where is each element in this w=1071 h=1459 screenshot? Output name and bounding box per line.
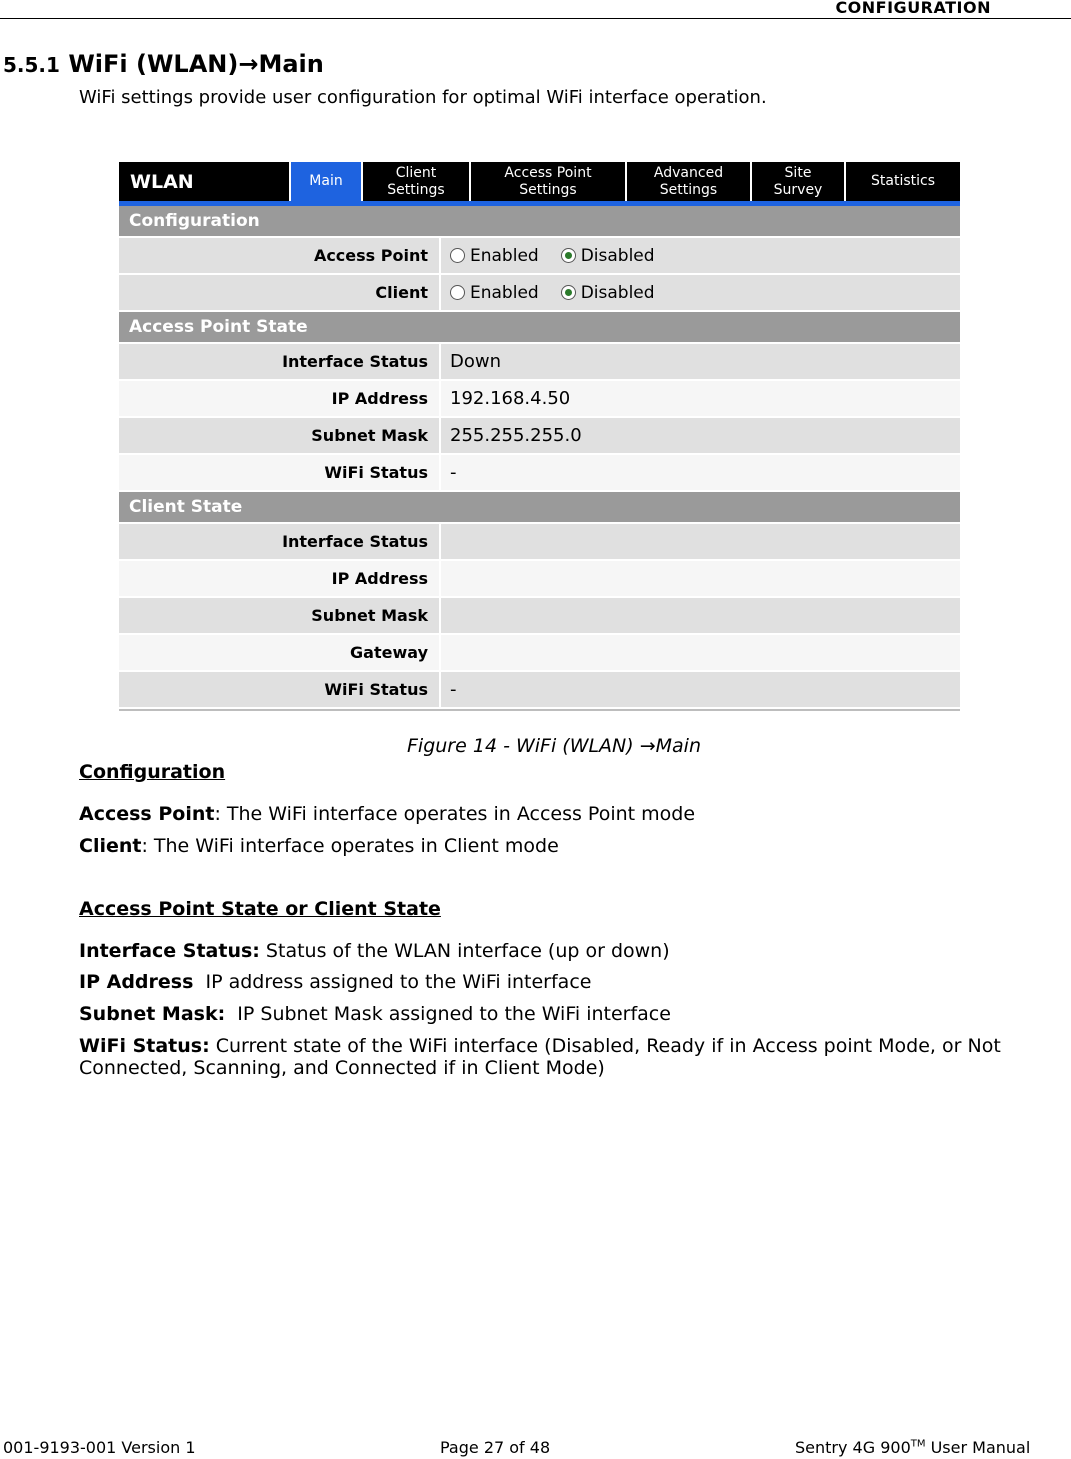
ap-subnet-row [119, 418, 960, 455]
ap-subnet-value: 255.255.255.0 [439, 418, 960, 453]
access-point-value [439, 238, 960, 273]
access-point-enabled-option[interactable] [450, 246, 539, 266]
client-value [439, 275, 960, 310]
ap-wifi-status-value: - [439, 455, 960, 490]
header-rule [0, 18, 1071, 19]
section-title: WiFi (WLAN)→Main [68, 50, 324, 78]
ap-wifi-status-label: WiFi Status [324, 463, 428, 482]
radio-unchecked-icon[interactable] [450, 248, 465, 263]
subnet-mask-term: Subnet Mask: [79, 1003, 226, 1025]
disabled-label: Disabled [580, 282, 655, 303]
panel-bottom-border [119, 709, 960, 711]
ap-ip-label: IP Address [331, 389, 428, 408]
enabled-label: Enabled [470, 282, 539, 303]
client-gateway-value [439, 635, 960, 670]
footer-trademark: TM [910, 1438, 926, 1450]
tab-statistics[interactable]: Statistics [844, 162, 960, 201]
client-ip-label: IP Address [331, 569, 428, 588]
tab-advanced-settings[interactable]: Advanced Settings [625, 162, 750, 201]
subnet-mask-description [79, 1003, 671, 1025]
wifi-status-term: WiFi Status: [79, 1035, 210, 1057]
client-wifi-status-row [119, 672, 960, 709]
access-point-row [119, 238, 960, 275]
client-row [119, 275, 960, 312]
access-point-label: Access Point [313, 246, 428, 265]
configuration-header: Configuration [119, 206, 960, 238]
tab-main[interactable]: Main [289, 162, 361, 201]
ap-ip-value: 192.168.4.50 [439, 381, 960, 416]
ap-subnet-label: Subnet Mask [311, 426, 428, 445]
footer-page-number: Page 27 of 48 [440, 1438, 551, 1457]
ip-address-desc: IP address assigned to the WiFi interface [193, 971, 592, 993]
wlan-screenshot [119, 162, 960, 711]
client-ip-row [119, 561, 960, 598]
interface-status-term: Interface Status: [79, 940, 260, 962]
interface-status-desc: Status of the WLAN interface (up or down) [259, 940, 670, 962]
footer-doc-id: 001-9193-001 Version 1 [3, 1438, 196, 1457]
client-disabled-option[interactable] [561, 283, 655, 303]
footer-product-name: Sentry 4G 900 [795, 1438, 911, 1457]
client-subnet-row [119, 598, 960, 635]
configuration-heading: Configuration [79, 761, 226, 783]
client-ip-value [439, 561, 960, 596]
tab-site-survey[interactable]: Site Survey [750, 162, 844, 201]
tab-client-settings[interactable]: Client Settings [361, 162, 469, 201]
client-wifi-status-label: WiFi Status [324, 680, 428, 699]
client-gateway-label: Gateway [350, 643, 428, 662]
client-enabled-option[interactable] [450, 283, 539, 303]
ap-ip-row [119, 381, 960, 418]
wifi-status-description [79, 1035, 1059, 1079]
radio-checked-icon[interactable] [561, 248, 576, 263]
client-gateway-row [119, 635, 960, 672]
client-interface-status-value [439, 524, 960, 559]
client-wifi-status-value: - [439, 672, 960, 707]
client-desc: : The WiFi interface operates in Client mode [141, 835, 559, 857]
client-subnet-value [439, 598, 960, 633]
section-number: 5.5.1 [3, 53, 60, 77]
disabled-label: Disabled [580, 245, 655, 266]
client-radio-group [450, 283, 677, 303]
interface-status-description [79, 940, 670, 962]
section-intro: WiFi settings provide user configuration for optimal WiFi interface operation. [79, 87, 767, 108]
wlan-brand: WLAN [130, 170, 194, 193]
subnet-mask-desc: IP Subnet Mask assigned to the WiFi interface [225, 1003, 671, 1025]
state-heading: Access Point State or Client State [79, 898, 441, 920]
ap-interface-status-label: Interface Status [282, 352, 428, 371]
figure-caption: Figure 14 - WiFi (WLAN) →Main [407, 735, 701, 757]
ip-address-term: IP Address [79, 971, 194, 993]
access-point-term: Access Point [79, 803, 215, 825]
ip-address-description [79, 971, 591, 993]
footer-product [795, 1438, 1030, 1457]
client-term: Client [79, 835, 142, 857]
wifi-status-desc: Current state of the WiFi interface (Disabled, Ready if in Access point Mode, or Not Connected, Scanning, and Connected if in Client Mode) [79, 1035, 1001, 1079]
page-header-title: CONFIGURATION [835, 0, 991, 17]
radio-checked-icon[interactable] [561, 285, 576, 300]
footer-manual: User Manual [925, 1438, 1031, 1457]
ap-wifi-status-row [119, 455, 960, 492]
client-description [79, 835, 559, 857]
access-point-disabled-option[interactable] [561, 246, 655, 266]
ap-interface-status-row [119, 344, 960, 381]
client-state-header: Client State [119, 492, 960, 524]
access-point-desc: : The WiFi interface operates in Access Point mode [214, 803, 696, 825]
client-interface-status-label: Interface Status [282, 532, 428, 551]
client-subnet-label: Subnet Mask [311, 606, 428, 625]
access-point-radio-group [450, 246, 677, 266]
client-label: Client [375, 283, 428, 302]
radio-unchecked-icon[interactable] [450, 285, 465, 300]
wlan-nav-bar [119, 162, 960, 201]
ap-interface-status-value: Down [439, 344, 960, 379]
access-point-description [79, 803, 695, 825]
enabled-label: Enabled [470, 245, 539, 266]
client-interface-status-row [119, 524, 960, 561]
tab-access-point-settings[interactable]: Access Point Settings [469, 162, 625, 201]
ap-state-header: Access Point State [119, 312, 960, 344]
section-heading [3, 50, 324, 78]
